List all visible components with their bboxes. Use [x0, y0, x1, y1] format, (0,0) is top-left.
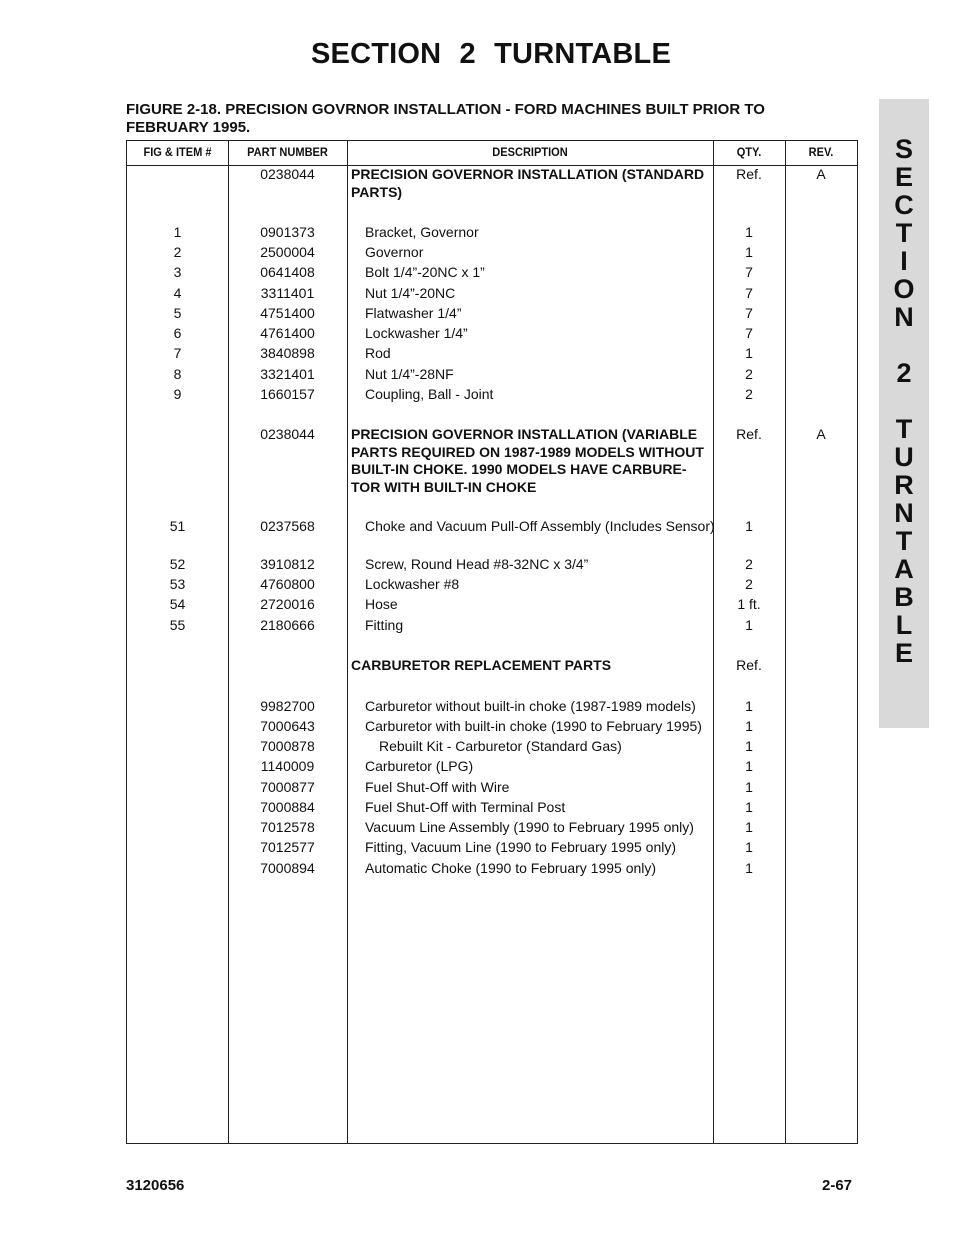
part-cell: 7000877 — [260, 779, 315, 795]
part-cell: 1660157 — [260, 386, 315, 402]
header-fig-item: FIG & ITEM # — [143, 145, 212, 159]
fig-cell: 55 — [169, 617, 186, 633]
side-tab-letter: B — [894, 582, 914, 612]
side-tab-letter: O — [893, 274, 915, 304]
fig-cell: 6 — [173, 325, 182, 341]
fig-cell: 51 — [169, 518, 186, 534]
part-cell: 0237568 — [260, 518, 315, 534]
header-qty: QTY. — [736, 145, 762, 159]
side-tab-letter: C — [894, 190, 914, 220]
qty-cell: 1 — [745, 518, 753, 534]
side-tab-letter: E — [894, 638, 913, 668]
qty-cell: 1 ft. — [737, 596, 761, 612]
qty-cell: Ref. — [736, 657, 762, 673]
qty-cell: 1 — [745, 799, 753, 815]
part-cell: 0901373 — [260, 224, 315, 240]
fig-cell: 1 — [173, 224, 182, 240]
qty-cell: Ref. — [736, 166, 762, 182]
part-cell: 4760800 — [260, 576, 315, 592]
qty-cell: 1 — [745, 345, 753, 361]
desc-cell: Rebuilt Kit - Carburetor (Standard Gas) — [379, 738, 622, 754]
qty-cell: 2 — [745, 556, 753, 572]
qty-cell: 1 — [745, 617, 753, 633]
part-cell: 3840898 — [260, 345, 315, 361]
section-title: SECTION 2 TURNTABLE — [311, 38, 671, 70]
desc-cell: Rod — [365, 345, 391, 361]
fig-cell: 2 — [173, 244, 182, 260]
desc-cell: Choke and Vacuum Pull-Off Assembly (Includes Sensor) — [365, 518, 715, 534]
qty-cell: 1 — [745, 698, 753, 714]
header-description: DESCRIPTION — [492, 145, 568, 159]
header-part-number: PART NUMBER — [247, 145, 328, 159]
qty-cell: 7 — [745, 325, 753, 341]
qty-cell: 1 — [745, 224, 753, 240]
side-tab-letter: T — [895, 218, 913, 248]
rev-cell: A — [816, 426, 826, 442]
qty-cell: 7 — [745, 305, 753, 321]
part-cell: 3311401 — [260, 285, 315, 301]
desc-cell: Automatic Choke (1990 to February 1995 only) — [365, 860, 657, 876]
desc-cell: Nut 1/4”-20NC — [365, 285, 456, 301]
section-side-tab — [879, 99, 929, 728]
figure-title: FIGURE 2-18. PRECISION GOVRNOR INSTALLATION - FORD MACHINES BUILT PRIOR TO FEBRUARY 1995. — [126, 101, 765, 136]
side-tab-letter: A — [894, 554, 914, 584]
part-cell: 2180666 — [260, 617, 315, 633]
part-cell: 4751400 — [260, 305, 315, 321]
desc-cell: Nut 1/4”-28NF — [365, 366, 454, 382]
parts-table — [126, 140, 858, 1144]
qty-cell: 1 — [745, 758, 753, 774]
part-cell: 2720016 — [260, 596, 315, 612]
header-rev: REV. — [808, 145, 834, 159]
qty-cell: 2 — [745, 366, 753, 382]
part-cell: 9982700 — [260, 698, 315, 714]
desc-cell: Vacuum Line Assembly (1990 to February 1995 only) — [365, 819, 694, 835]
qty-cell: 1 — [745, 819, 753, 835]
desc-cell: Governor — [365, 244, 424, 260]
qty-cell: 7 — [745, 285, 753, 301]
desc-cell: Bracket, Governor — [365, 224, 479, 240]
desc-cell: PRECISION GOVERNOR INSTALLATION (VARIABLE PARTS REQUIRED ON 1987-1989 MODELS WITHOUT BUILT-IN CHOKE. 1990 MODELS HAVE CARBURE-TOR WITH BUILT-IN CHOKE — [351, 426, 704, 495]
fig-cell: 3 — [173, 264, 182, 280]
part-cell: 7000884 — [260, 799, 315, 815]
qty-cell: 1 — [745, 839, 753, 855]
fig-cell: 7 — [173, 345, 182, 361]
desc-cell: Coupling, Ball - Joint — [365, 386, 494, 402]
desc-cell: Screw, Round Head #8-32NC x 3/4” — [365, 556, 589, 572]
side-tab-letter: T — [895, 526, 913, 556]
qty-cell: 1 — [745, 860, 753, 876]
part-cell: 3910812 — [260, 556, 315, 572]
desc-cell: Carburetor without built-in choke (1987-1989 models) — [365, 698, 696, 714]
side-tab-letter: E — [894, 162, 913, 192]
desc-cell: Hose — [365, 596, 398, 612]
document-number: 3120656 — [126, 1177, 185, 1194]
qty-cell: 1 — [745, 738, 753, 754]
desc-cell: Carburetor (LPG) — [365, 758, 474, 774]
part-cell: 7000878 — [260, 738, 315, 754]
desc-cell: Carburetor with built-in choke (1990 to February 1995) — [365, 718, 702, 734]
part-cell: 3321401 — [260, 366, 315, 382]
fig-cell: 54 — [169, 596, 186, 612]
qty-cell: 1 — [745, 244, 753, 260]
part-cell: 4761400 — [260, 325, 315, 341]
side-tab-letter: N — [894, 302, 914, 332]
qty-cell: 2 — [745, 386, 753, 402]
desc-cell: Lockwasher 1/4” — [365, 325, 468, 341]
qty-cell: 7 — [745, 264, 753, 280]
qty-cell: 2 — [745, 576, 753, 592]
fig-cell: 9 — [173, 386, 182, 402]
part-cell: 2500004 — [260, 244, 315, 260]
desc-cell: PRECISION GOVERNOR INSTALLATION (STANDARD PARTS) — [351, 166, 705, 200]
desc-cell: Lockwasher #8 — [365, 576, 460, 592]
fig-cell: 4 — [173, 285, 182, 301]
fig-cell: 8 — [173, 366, 182, 382]
side-tab-letter: T — [895, 414, 913, 444]
part-cell: 0238044 — [260, 426, 315, 442]
side-tab-letter: I — [900, 246, 908, 276]
part-cell: 7012578 — [260, 819, 315, 835]
side-tab-letter: U — [894, 442, 914, 472]
qty-cell: Ref. — [736, 426, 762, 442]
fig-cell: 5 — [173, 305, 182, 321]
part-cell: 7000643 — [260, 718, 315, 734]
desc-cell: Fitting — [365, 617, 404, 633]
side-tab-letter: S — [894, 134, 913, 164]
qty-cell: 1 — [745, 718, 753, 734]
part-cell: 0238044 — [260, 166, 315, 182]
desc-cell: Fuel Shut-Off with Terminal Post — [365, 799, 566, 815]
part-cell: 7012577 — [260, 839, 315, 855]
side-tab-letter: 2 — [896, 358, 912, 388]
side-tab-letter: N — [894, 498, 914, 528]
column-divider — [785, 141, 786, 1143]
part-cell: 0641408 — [260, 264, 315, 280]
side-tab-letter: R — [894, 470, 914, 500]
column-divider — [347, 141, 348, 1143]
fig-cell: 52 — [169, 556, 186, 572]
desc-cell: Flatwasher 1/4” — [365, 305, 462, 321]
part-cell: 7000894 — [260, 860, 315, 876]
fig-cell: 53 — [169, 576, 186, 592]
qty-cell: 1 — [745, 779, 753, 795]
desc-cell: Fitting, Vacuum Line (1990 to February 1995 only) — [365, 839, 677, 855]
side-tab-letter: L — [895, 610, 913, 640]
desc-cell: Bolt 1/4”-20NC x 1” — [365, 264, 485, 280]
rev-cell: A — [816, 166, 826, 182]
part-cell: 1140009 — [260, 758, 315, 774]
desc-cell: CARBURETOR REPLACEMENT PARTS — [351, 657, 612, 673]
desc-cell: Fuel Shut-Off with Wire — [365, 779, 510, 795]
page-number: 2-67 — [822, 1177, 853, 1194]
